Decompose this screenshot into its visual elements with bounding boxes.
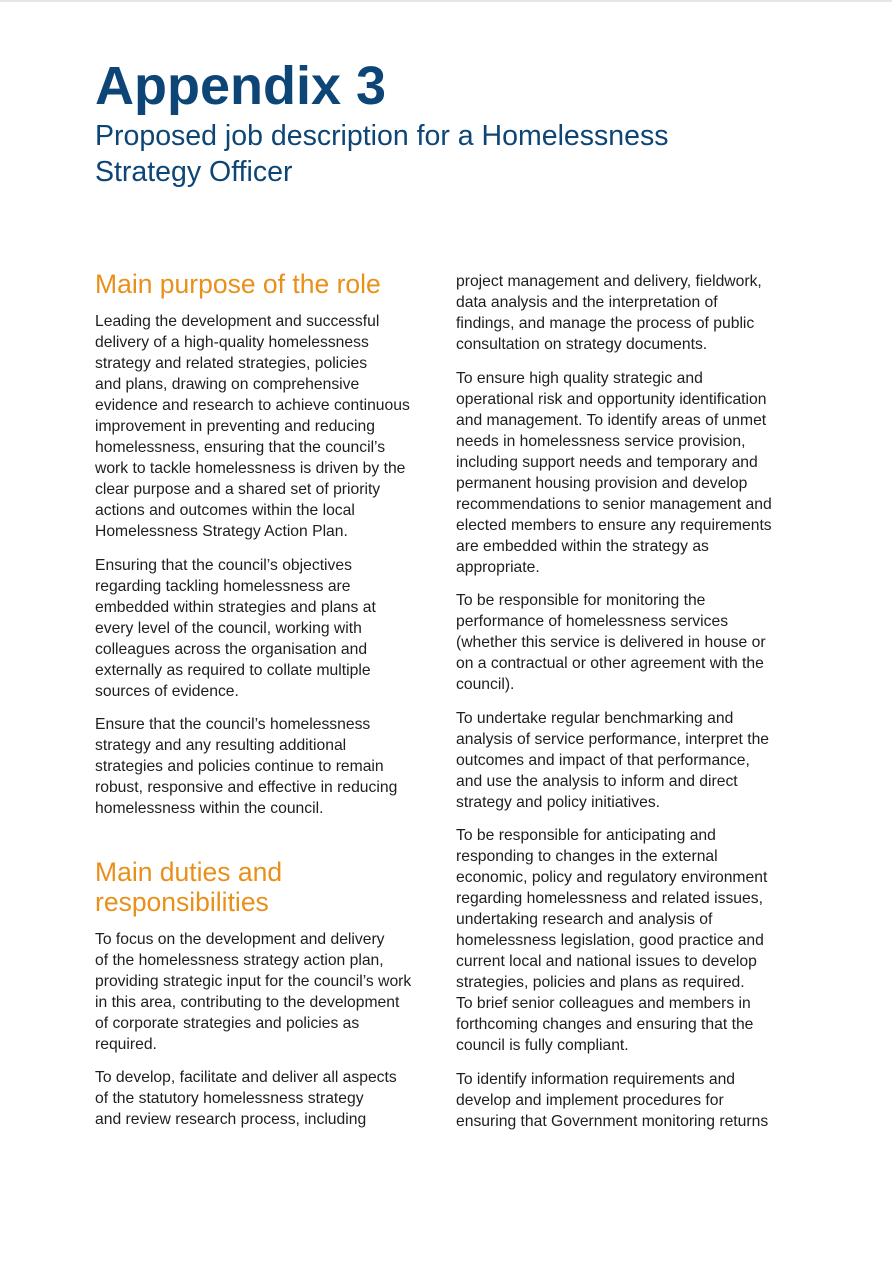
left-column xyxy=(95,269,440,1143)
section-heading-main-duties: Main duties and responsibilities xyxy=(95,856,283,917)
section-heading-main-purpose: Main purpose of the role xyxy=(95,269,381,299)
paragraph: Leading the development and successful delivery of a high-quality homelessness strategy and related strategies, policies and plans, drawing on comprehensive evidence and research to achieve continuous improvement in preventing and reducing homelessness, ensuring that the council’s work to tackle homelessness is driven by the clear purpose and a shared set of priority actions and outcomes within the local Homelessness Strategy Action Plan. xyxy=(95,313,410,540)
paragraph: To be responsible for anticipating and responding to changes in the external economic, policy and regulatory environment regarding homelessness and related issues, undertaking research and analysis of homelessness legislation, good practice and current local and national issues to develop strategies, policies and plans as required. To brief senior colleagues and members in forthcoming changes and ensuring that the council is fully compliant. xyxy=(456,827,768,1054)
paragraph: To focus on the development and delivery of the homelessness strategy action plan, providing strategic input for the council’s work in this area, contributing to the development of corporate strategies and policies as required. xyxy=(95,930,412,1053)
paragraph: project management and delivery, fieldwork, data analysis and the interpretation of findings, and manage the process of public consultation on strategy documents. xyxy=(456,273,762,353)
page-title: Appendix 3 xyxy=(95,56,387,116)
section-spacer xyxy=(95,832,440,857)
page-top-rule xyxy=(0,0,892,2)
paragraph: To ensure high quality strategic and operational risk and opportunity identification and management. To identify areas of unmet needs in homelessness service provision, including support needs and temporary and permanent housing provision and develop recommendations to senior management and elected members to ensure any requirements are embedded within the strategy as appropriate. xyxy=(456,369,772,576)
paragraph: Ensure that the council’s homelessness strategy and any resulting additional strategies and policies continue to remain robust, responsive and effective in reducing homelessness within the council. xyxy=(95,716,398,817)
paragraph: To undertake regular benchmarking and analysis of service performance, interpret the outcomes and impact of that performance, and use the analysis to inform and direct strategy and policy initiatives. xyxy=(456,709,770,811)
page-subtitle: Proposed job description for a Homelessness Strategy Officer xyxy=(95,120,669,188)
paragraph: Ensuring that the council’s objectives regarding tackling homelessness are embedded within strategies and plans at every level of the council, working with colleagues across the organisation and externally as required to collate multiple sources of evidence. xyxy=(95,556,376,700)
paragraph: To identify information requirements and develop and implement procedures for ensuring that Government monitoring returns xyxy=(456,1070,769,1130)
right-column xyxy=(456,271,801,1144)
paragraph: To develop, facilitate and deliver all aspects of the statutory homelessness strategy and review research process, including xyxy=(95,1069,397,1128)
paragraph: To be responsible for monitoring the performance of homelessness services (whether this service is delivered in house or on a contractual or other agreement with the council). xyxy=(456,592,766,693)
